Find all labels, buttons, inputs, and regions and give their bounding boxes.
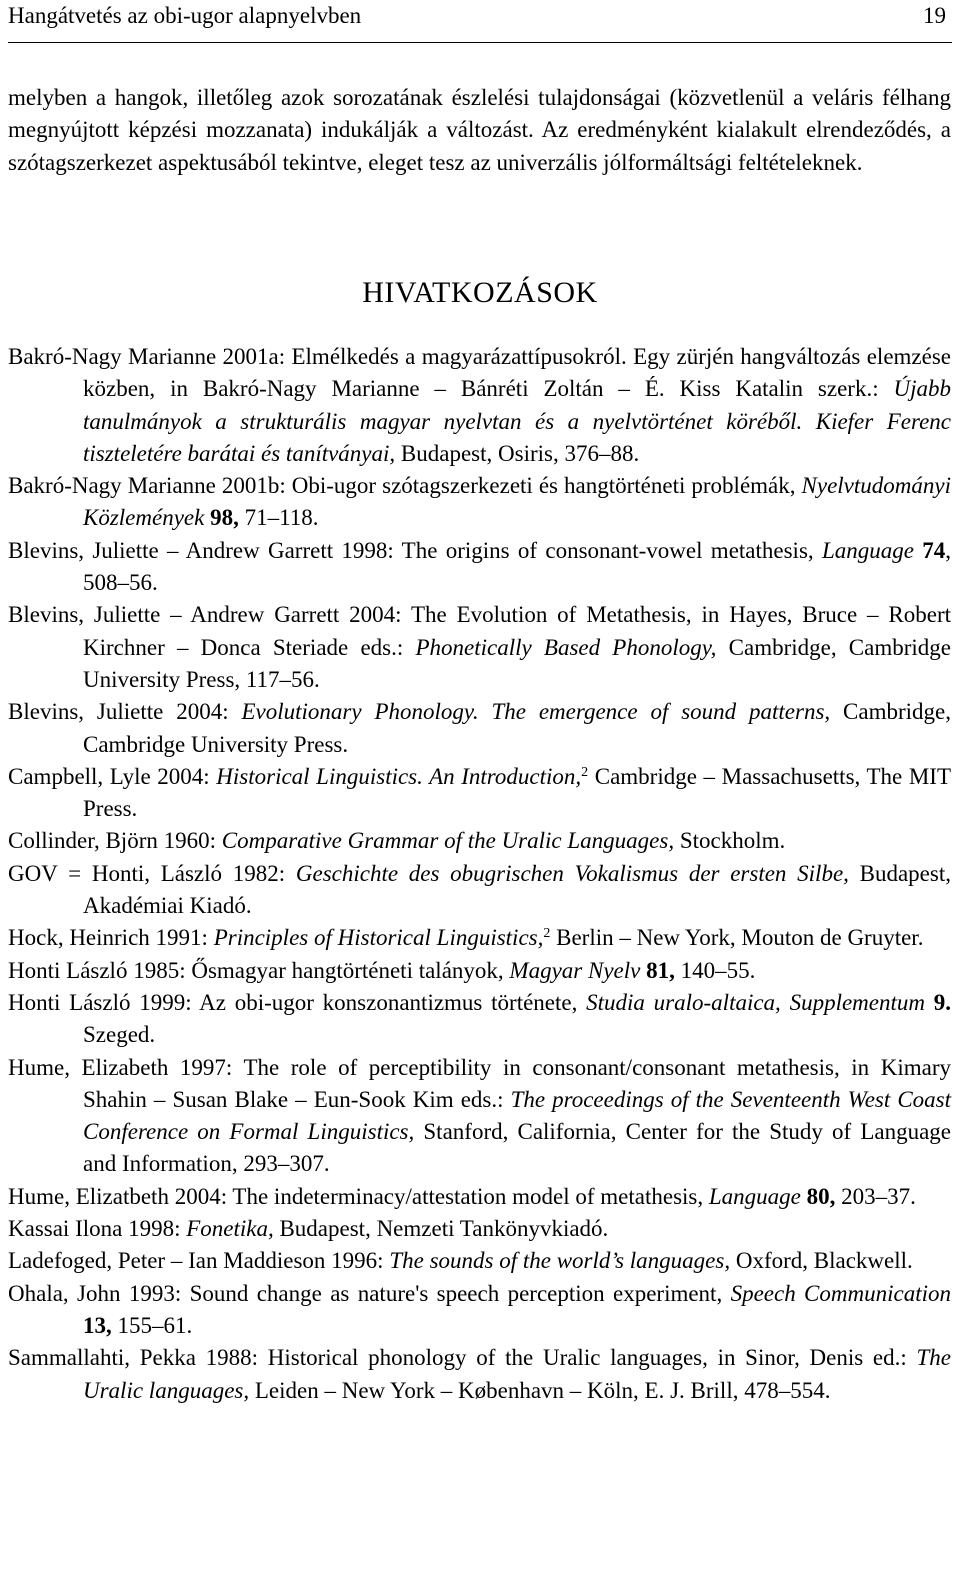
reference-entry [8, 1213, 951, 1245]
reference-entry [8, 825, 951, 857]
intro-paragraph: melyben a hangok, illetőleg azok sorozatának észlelési tulajdonságai (közvetlenül a veláris félhang megnyújtott képzési mozzanata) indukálják a változást. Az eredményként kialakult elrendeződés, a szótagszerkezet aspektusából tekintve, eleget tesz az univerzális jólformáltsági feltételeknek. [8, 85, 951, 175]
reference-entry [8, 987, 951, 1052]
reference-title-italic: Nyelvtudományi Közlemények [83, 473, 951, 531]
reference-text: Berlin – New York, Mouton de Gruyter. [550, 925, 924, 951]
reference-text: Ladefoged, Peter – Ian Maddieson 1996: [8, 1248, 390, 1274]
reference-text: Blevins, Juliette – Andrew Garrett 1998: The origins of consonant-vowel metathesis, [8, 537, 822, 563]
reference-text: Bakró-Nagy Marianne 2001a: Elmélkedés a magyarázattípusokról. Egy zürjén hangváltozás elemzése közben, in Bakró-Nagy Marianne – Bánréti Zoltán – É. Kiss Katalin szerk.: [8, 344, 951, 402]
reference-text: Honti László 1999: Az obi-ugor konszonantizmus története, [8, 989, 587, 1015]
reference-entry [8, 696, 951, 761]
reference-text: Campbell, Lyle 2004: [8, 763, 217, 789]
reference-title-italic: Geschichte des obugrischen Vokalismus der ersten Silbe, [295, 860, 849, 886]
reference-text: Cambridge – Massachusetts, The MIT Press. [83, 763, 951, 822]
reference-title-italic: Language [821, 537, 914, 563]
reference-title-italic: Principles of Historical Linguistics, [213, 925, 544, 951]
reference-entry [8, 1181, 951, 1213]
reference-entry [8, 922, 951, 954]
reference-title-italic: Újabb tanulmányok a strukturális magyar nyelvtan és a nyelvtörténet köréből. Kiefer Ferenc tiszteletére barátai és tanítványai, [83, 376, 951, 466]
reference-text: Bakró-Nagy Marianne 2001b: Obi-ugor szótagszerkezeti és hangtörténeti problémák, [8, 473, 802, 499]
reference-title-italic: Studia uralo-altaica, Supplementum [586, 989, 925, 1015]
reference-text: Oxford, Blackwell. [730, 1248, 913, 1274]
reference-volume: 9. [933, 989, 952, 1015]
reference-text: Stockholm. [674, 828, 786, 854]
reference-text: Kassai Ilona 1998: [8, 1216, 187, 1242]
reference-entry [8, 1342, 951, 1407]
edition-superscript: 2 [543, 926, 551, 942]
reference-volume: 13, [83, 1312, 112, 1338]
reference-volume: 98, [210, 505, 239, 531]
running-title: Hangátvetés az obi-ugor alapnyelvben [8, 3, 362, 28]
reference-volume: 81, [646, 957, 675, 983]
running-header [8, 0, 952, 43]
reference-text: 71–118. [238, 505, 319, 531]
reference-text: Leiden – New York – København – Köln, E. J. Brill, 478–554. [249, 1377, 831, 1403]
reference-entry [8, 535, 951, 600]
reference-title-italic: Magyar Nyelv [509, 957, 641, 983]
reference-entry [8, 761, 951, 826]
reference-text: Collinder, Björn 1960: [8, 828, 222, 854]
reference-text: GOV = Honti, László 1982: [8, 860, 296, 886]
reference-list [8, 341, 951, 1407]
reference-title-italic: Language [708, 1183, 801, 1209]
reference-title-italic: Phonetically Based Phonology, [415, 634, 717, 660]
reference-entry [8, 1052, 951, 1181]
reference-text: Blevins, Juliette – Andrew Garrett 2004: The Evolution of Metathesis, in Hayes, Bruce – Robert Kirchner – Donca Steriade eds.: [8, 602, 951, 660]
reference-title-italic: Historical Linguistics. An Introduction, [216, 763, 582, 789]
section-heading: HIVATKOZÁSOK [362, 276, 598, 309]
reference-text: Honti László 1985: Ősmagyar hangtörténeti talányok, [8, 957, 510, 983]
reference-text: Szeged. [83, 1022, 156, 1048]
reference-entry [8, 1245, 951, 1277]
page-number: 19 [923, 3, 946, 28]
reference-entry [8, 599, 951, 696]
reference-title-italic: The proceedings of the Seventeenth West Coast Conference on Formal Linguistics, [83, 1086, 951, 1145]
reference-entry [8, 858, 951, 923]
reference-title-italic: Fonetika, [186, 1216, 274, 1242]
reference-title-italic: The sounds of the world’s languages, [389, 1248, 731, 1274]
reference-text: Stanford, California, Center for the Study of Language and Information, 293–307. [83, 1119, 951, 1177]
reference-text: Cambridge, Cambridge University Press, 117–56. [83, 634, 951, 692]
edition-superscript: 2 [581, 764, 589, 780]
reference-entry [8, 955, 951, 987]
reference-text: Ohala, John 1993: Sound change as nature's speech perception experiment, [8, 1280, 731, 1306]
reference-text: Budapest, Osiris, 376–88. [395, 440, 640, 466]
reference-text: Sammallahti, Pekka 1988: Historical phonology of the Uralic languages, in Sinor, Denis ed.: [8, 1345, 917, 1371]
reference-text: 203–37. [835, 1183, 916, 1209]
reference-volume: 74 [922, 537, 946, 563]
reference-text: 155–61. [111, 1312, 193, 1338]
reference-text: Budapest, Nemzeti Tankönyvkiadó. [273, 1216, 609, 1242]
reference-entry [8, 1278, 951, 1343]
reference-text: Hume, Elizabeth 1997: The role of perceptibility in consonant/consonant metathesis, in Kimary Shahin – Susan Blake – Eun-Sook Kim eds.: [8, 1054, 951, 1112]
reference-title-italic: The Uralic languages, [83, 1345, 951, 1403]
reference-title-italic: Evolutionary Phonology. The emergence of sound patterns, [241, 699, 831, 725]
reference-text [925, 990, 934, 1015]
reference-entry [8, 470, 951, 535]
reference-text: , 508–56. [83, 537, 952, 596]
reference-text: Cambridge, Cambridge University Press. [83, 699, 951, 757]
reference-title-italic: Comparative Grammar of the Uralic Languages, [221, 828, 675, 854]
reference-text: Budapest, Akadémiai Kiadó. [83, 860, 951, 919]
reference-text: Blevins, Juliette 2004: [8, 699, 242, 725]
reference-volume: 80, [806, 1183, 836, 1209]
reference-entry [8, 341, 951, 470]
reference-text: Hock, Heinrich 1991: [8, 925, 214, 951]
reference-title-italic: Speech Communication [730, 1280, 951, 1306]
reference-text: Hume, Elizatbeth 2004: The indeterminacy/attestation model of metathesis, [8, 1183, 709, 1209]
reference-text: 140–55. [674, 957, 756, 983]
